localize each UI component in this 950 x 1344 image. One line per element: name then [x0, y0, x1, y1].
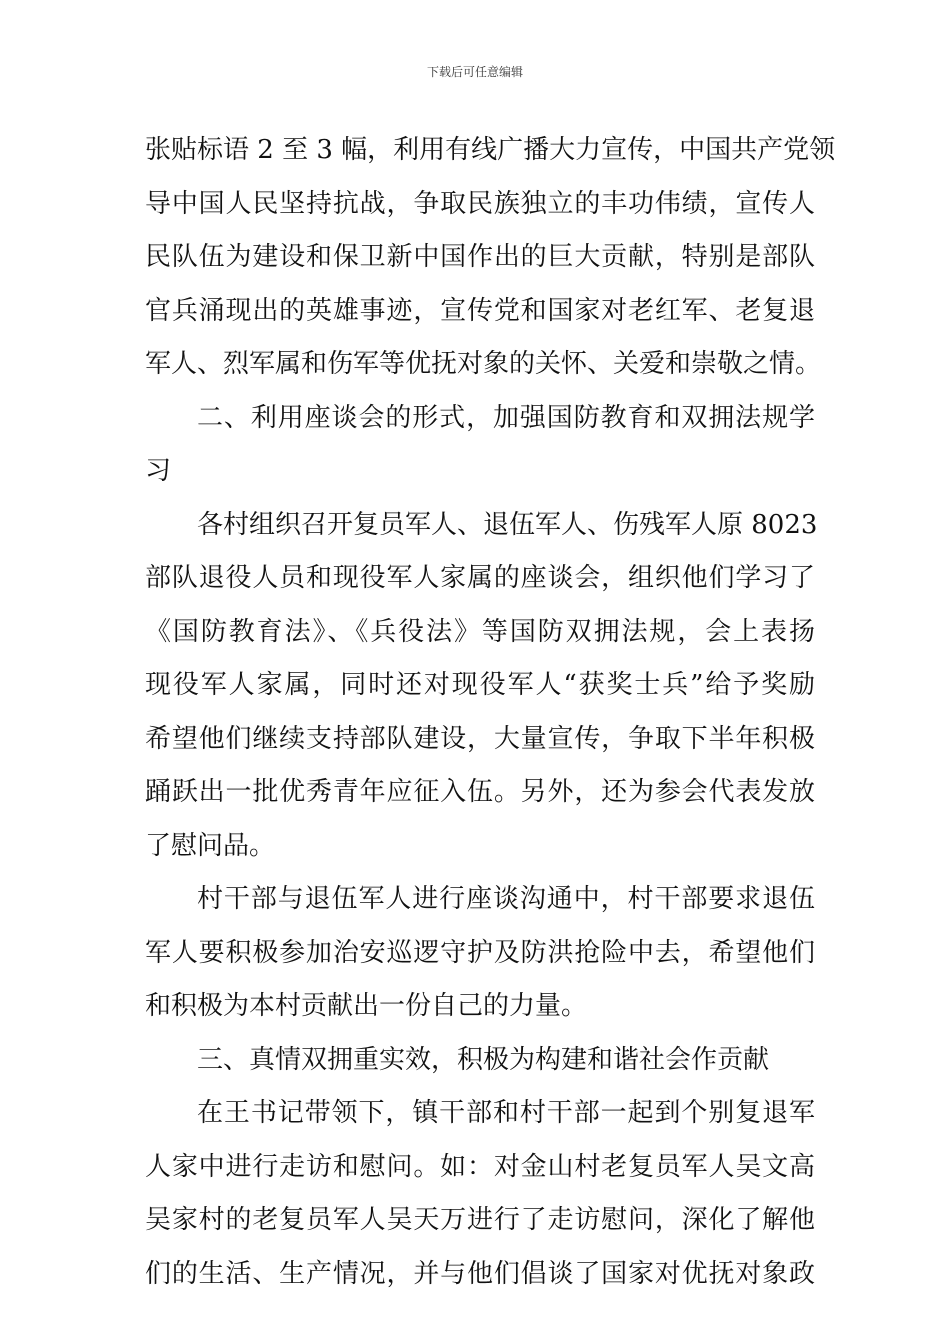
page-header: 下载后可任意编辑 [426, 65, 523, 79]
document-body [145, 128, 836, 1305]
text-line: 部队退役人员和现役军人家属的座谈会，组织他们学习了 [145, 563, 815, 593]
text-line: 希望他们继续支持部队建设，大量宣传，争取下半年积极 [145, 723, 815, 754]
text-line: 在王书记带领下，镇干部和村干部一起到个别复退军 [197, 1098, 815, 1128]
text-line: 们的生活、生产情况，并与他们倡谈了国家对优抚对象政 [145, 1258, 815, 1289]
text-line: 官兵涌现出的英雄事迹，宣传党和国家对老红军、老复退 [145, 295, 815, 326]
text-line: 人家中进行走访和慰问。如：对金山村老复员军人吴文高 [145, 1151, 815, 1182]
text-line: 村干部与退伍军人进行座谈沟通中，村干部要求退伍 [197, 884, 815, 914]
text-line: 张贴标语 2 至 3 幅，利用有线广播大力宣传，中国共产党领 [145, 135, 836, 165]
section-heading-line: 习 [145, 456, 172, 486]
text-line: 了慰问品。 [145, 830, 276, 861]
text-line: 导中国人民坚持抗战，争取民族独立的丰功伟绩，宣传人 [145, 188, 815, 219]
text-line: 各村组织召开复员军人、退伍军人、伤残军人原 8023 [197, 509, 818, 540]
text-line: 踊跃出一批优秀青年应征入伍。另外，还为参会代表发放 [145, 777, 815, 807]
text-line: 军人、烈军属和伤军等优抚对象的关怀、关爱和崇敬之情。 [145, 349, 822, 379]
section-heading-line: 三、真情双拥重实效，积极为构建和谐社会作贡献 [197, 1044, 770, 1075]
section-heading-line: 二、利用座谈会的形式，加强国防教育和双拥法规学 [197, 402, 815, 433]
text-line: 吴家村的老复员军人吴天万进行了走访慰问，深化了解他 [145, 1205, 815, 1235]
text-line: 《国防教育法》、《兵役法》等国防双拥法规，会上表扬 [145, 616, 815, 647]
text-line: 现役军人家属，同时还对现役军人“获奖士兵”给予奖励 [145, 670, 815, 700]
text-line: 民队伍为建设和保卫新中国作出的巨大贡献，特别是部队 [145, 242, 815, 272]
text-line: 军人要积极参加治安巡逻守护及防洪抢险中去，希望他们 [145, 937, 815, 968]
text-line: 和积极为本村贡献出一份自己的力量。 [145, 991, 588, 1021]
